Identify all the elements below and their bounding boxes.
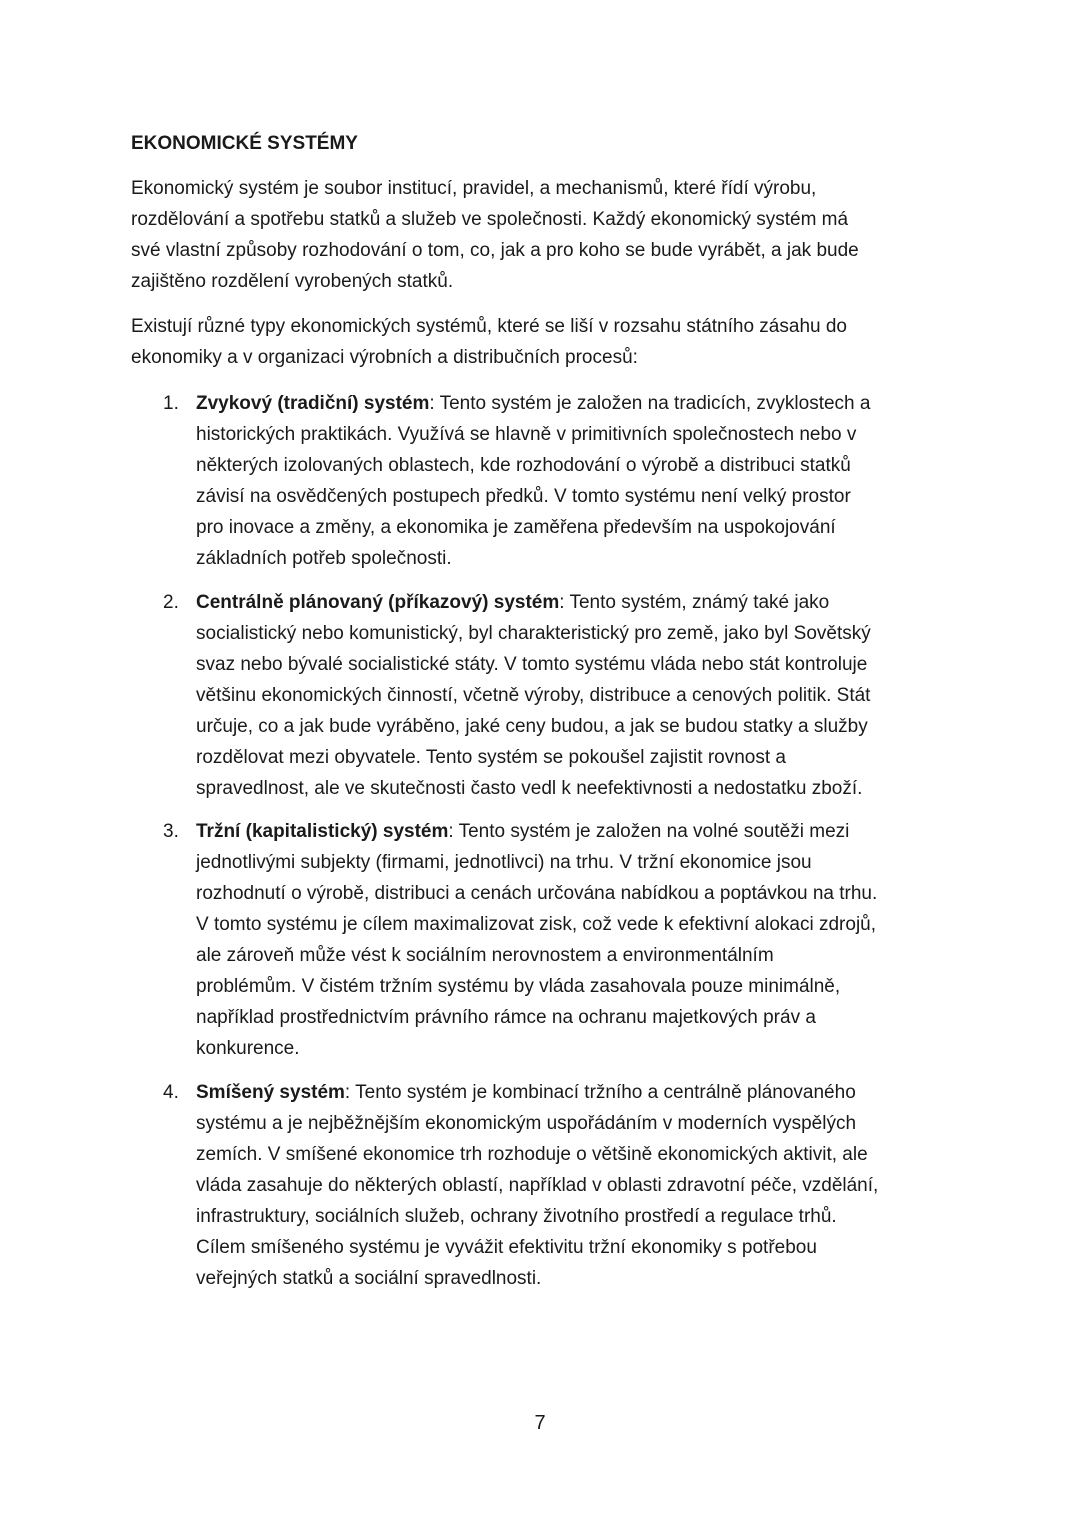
text-line: systému a je nejběžnějším ekonomickým uspořádáním v moderních vyspělých (196, 1113, 857, 1134)
list-item-term: Smíšený systém (196, 1082, 345, 1103)
text-line: historických praktikách. Využívá se hlavně v primitivních společnostech nebo v (196, 424, 857, 445)
list-item-term: Tržní (kapitalistický) systém (196, 821, 449, 842)
text-line: Existují různé typy ekonomických systémů, které se liší v rozsahu státního zásahu do (131, 316, 847, 337)
list-item-text: : Tento systém je založen na volné soutěži mezi (448, 821, 850, 842)
text-line: rozdělovat mezi obyvatele. Tento systém se pokoušel zajistit rovnost a (196, 747, 786, 768)
list-item-body (196, 1077, 878, 1294)
section-heading: EKONOMICKÉ SYSTÉMY (131, 133, 358, 154)
text-line (196, 816, 877, 847)
text-line: většinu ekonomických činností, včetně výroby, distribuce a cenových politik. Stát (196, 685, 871, 706)
list-number: 3. (163, 821, 179, 842)
text-line: ekonomiky a v organizaci výrobních a distribučních procesů: (131, 347, 638, 368)
list-item-body (196, 388, 870, 574)
text-line: rozdělování a spotřebu statků a služeb ve společnosti. Každý ekonomický systém má (131, 209, 849, 230)
text-line: zajištěno rozdělení vyrobených statků. (131, 271, 454, 292)
text-line: veřejných statků a sociální spravedlnosti. (196, 1268, 542, 1289)
text-line: konkurence. (196, 1038, 300, 1059)
list-item-text: : Tento systém je kombinací tržního a centrálně plánovaného (344, 1082, 856, 1103)
text-line: Cílem smíšeného systému je vyvážit efektivitu tržní ekonomiky s potřebou (196, 1237, 817, 1258)
list-number: 1. (163, 393, 179, 414)
text-line: infrastruktury, sociálních služeb, ochrany životního prostředí a regulace trhů. (196, 1206, 837, 1227)
list-item-body (196, 816, 877, 1064)
list-item-term: Zvykový (tradiční) systém (196, 393, 430, 414)
text-line: své vlastní způsoby rozhodování o tom, co, jak a pro koho se bude vyrábět, a jak bude (131, 240, 859, 261)
list-number: 2. (163, 592, 179, 613)
text-line: Ekonomický systém je soubor institucí, pravidel, a mechanismů, které řídí výrobu, (131, 178, 817, 199)
types-paragraph (131, 311, 847, 373)
text-line: problémům. V čistém tržním systému by vláda zasahovala pouze minimálně, (196, 976, 841, 997)
page-number: 7 (534, 1412, 546, 1434)
text-line: například prostřednictvím právního rámce na ochranu majetkových práv a (196, 1007, 816, 1028)
text-line (196, 388, 870, 419)
text-line: V tomto systému je cílem maximalizovat zisk, což vede k efektivní alokaci zdrojů, (196, 914, 877, 935)
text-line: některých izolovaných oblastech, kde rozhodování o výrobě a distribuci statků (196, 455, 851, 476)
text-line: zemích. V smíšené ekonomice trh rozhoduje o většině ekonomických aktivit, ale (196, 1144, 868, 1165)
text-line (196, 587, 871, 618)
list-item-body (196, 587, 871, 804)
text-line: základních potřeb společnosti. (196, 548, 452, 569)
text-line: spravedlnost, ale ve skutečnosti často vedl k neefektivnosti a nedostatku zboží. (196, 778, 863, 799)
text-line: ale zároveň může vést k sociálním nerovnostem a environmentálním (196, 945, 774, 966)
text-line: vláda zasahuje do některých oblastí, například v oblasti zdravotní péče, vzdělání, (196, 1175, 879, 1196)
text-line: pro inovace a změny, a ekonomika je zaměřena především na uspokojování (196, 517, 836, 538)
list-item-term: Centrálně plánovaný (příkazový) systém (196, 592, 560, 613)
list-item-text: : Tento systém, známý také jako (559, 592, 830, 613)
text-line: určuje, co a jak bude vyráběno, jaké ceny budou, a jak se budou statky a služby (196, 716, 868, 737)
text-line: závisí na osvědčených postupech předků. V tomto systému není velký prostor (196, 486, 851, 507)
text-line: svaz nebo bývalé socialistické státy. V tomto systému vláda nebo stát kontroluje (196, 654, 868, 675)
list-number: 4. (163, 1082, 179, 1103)
text-line: jednotlivými subjekty (firmami, jednotlivci) na trhu. V tržní ekonomice jsou (196, 852, 812, 873)
text-line: socialistický nebo komunistický, byl charakteristický pro země, jako byl Sovětský (196, 623, 871, 644)
list-item-text: : Tento systém je založen na tradicích, zvyklostech a (429, 393, 871, 414)
text-line (196, 1077, 878, 1108)
text-line: rozhodnutí o výrobě, distribuci a cenách určována nabídkou a poptávkou na trhu. (196, 883, 878, 904)
intro-paragraph (131, 173, 859, 297)
